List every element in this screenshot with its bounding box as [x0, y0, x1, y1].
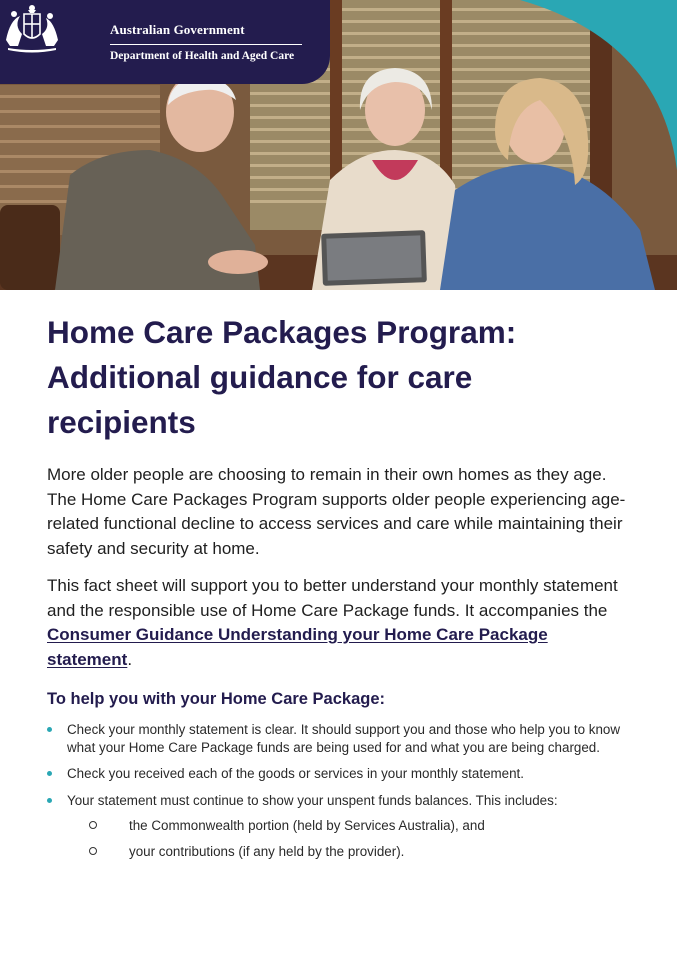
fact-sheet-end: . — [127, 649, 133, 669]
circle-bullet-icon — [89, 847, 97, 855]
list-item-text: Check you received each of the goods or services in your monthly statement. — [67, 766, 525, 781]
sub-list — [67, 817, 637, 860]
bullet-icon — [47, 727, 52, 732]
government-wordmark — [110, 22, 302, 62]
sub-list-item — [89, 817, 637, 834]
bullet-icon — [47, 771, 52, 776]
fact-sheet-text: This fact sheet will support you to better understand your monthly statement and the responsible use of Home Care Package funds. It accompanies the — [47, 576, 618, 620]
government-banner — [0, 0, 330, 84]
government-name: Australian Government — [110, 22, 245, 37]
help-list — [47, 721, 637, 860]
fact-sheet-paragraph — [47, 574, 637, 672]
bullet-icon — [47, 798, 52, 803]
intro-paragraph: More older people are choosing to remain in their own homes as they age. The Home Care Packages Program supports older people experiencing age-related functional decline to access services and care while maintaining their safety and security at home. — [47, 465, 626, 558]
main-content — [47, 310, 637, 869]
sub-list-item-text: the Commonwealth portion (held by Services Australia), and — [129, 818, 485, 833]
wordmark-divider — [110, 44, 302, 45]
consumer-guidance-link[interactable]: Consumer Guidance Understanding your Home Care Package statement — [47, 625, 548, 669]
list-item — [47, 765, 637, 783]
hero-photo — [0, 0, 677, 290]
sub-list-item — [89, 843, 637, 860]
circle-bullet-icon — [89, 821, 97, 829]
list-item — [47, 792, 637, 861]
coat-of-arms-icon — [0, 0, 64, 56]
page-title: Home Care Packages Program: Additional guidance for care recipients — [47, 314, 517, 440]
list-item-text: Check your monthly statement is clear. It should support you and those who help you to know what your Home Care Package funds are being used for and what you are being charged. — [67, 722, 621, 755]
help-heading: To help you with your Home Care Package: — [47, 690, 386, 708]
sub-list-item-text: your contributions (if any held by the provider). — [129, 844, 405, 859]
list-item-text: Your statement must continue to show your unspent funds balances. This includes: — [67, 792, 558, 808]
department-name: Department of Health and Aged Care — [110, 50, 295, 62]
list-item — [47, 721, 637, 756]
